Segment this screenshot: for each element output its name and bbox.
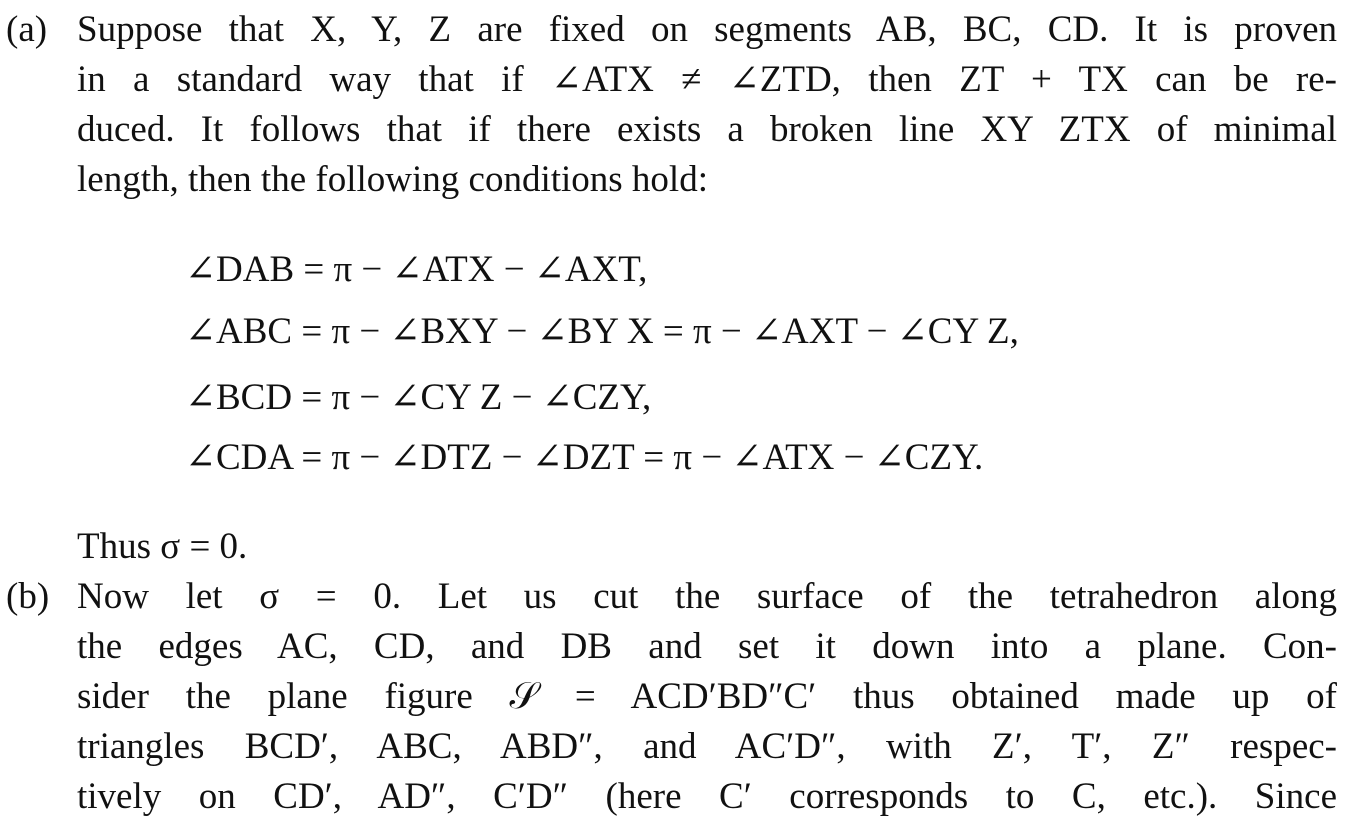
equation-abc: ∠ABC = π − ∠BXY − ∠BY X = π − ∠AXT − ∠CY Z, [185,311,1019,352]
part-b-label: (b) [6,576,50,617]
part-a-conclusion: Thus σ = 0. [77,526,248,567]
equation-cda: ∠CDA = π − ∠DTZ − ∠DZT = π − ∠ATX − ∠CZY. [185,437,984,478]
part-b-line-2: the edges AC, CD, and DB and set it down into a plane. Con- [77,626,1337,667]
part-a-label: (a) [6,9,48,50]
part-a-line-4: length, then the following conditions hold: [77,159,708,200]
part-b-line-3: sider the plane figure 𝒮 = ACD′BD″C′ thus obtained made up of [77,676,1337,717]
part-a-line-1: Suppose that X, Y, Z are fixed on segments AB, BC, CD. It is proven [77,9,1337,50]
part-b-line-4: triangles BCD′, ABC, ABD″, and AC′D″, with Z′, T′, Z″ respec- [77,726,1337,767]
equation-dab: ∠DAB = π − ∠ATX − ∠AXT, [185,249,648,290]
part-a-line-3: duced. It follows that if there exists a broken line XY ZTX of minimal [77,109,1337,150]
equation-bcd: ∠BCD = π − ∠CY Z − ∠CZY, [185,377,652,418]
part-b-line-1: Now let σ = 0. Let us cut the surface of the tetrahedron along [77,576,1337,617]
part-b-line-5: tively on CD′, AD″, C′D″ (here C′ corresponds to C, etc.). Since [77,776,1337,817]
part-a-line-2: in a standard way that if ∠ATX ≠ ∠ZTD, then ZT + TX can be re- [77,59,1337,100]
